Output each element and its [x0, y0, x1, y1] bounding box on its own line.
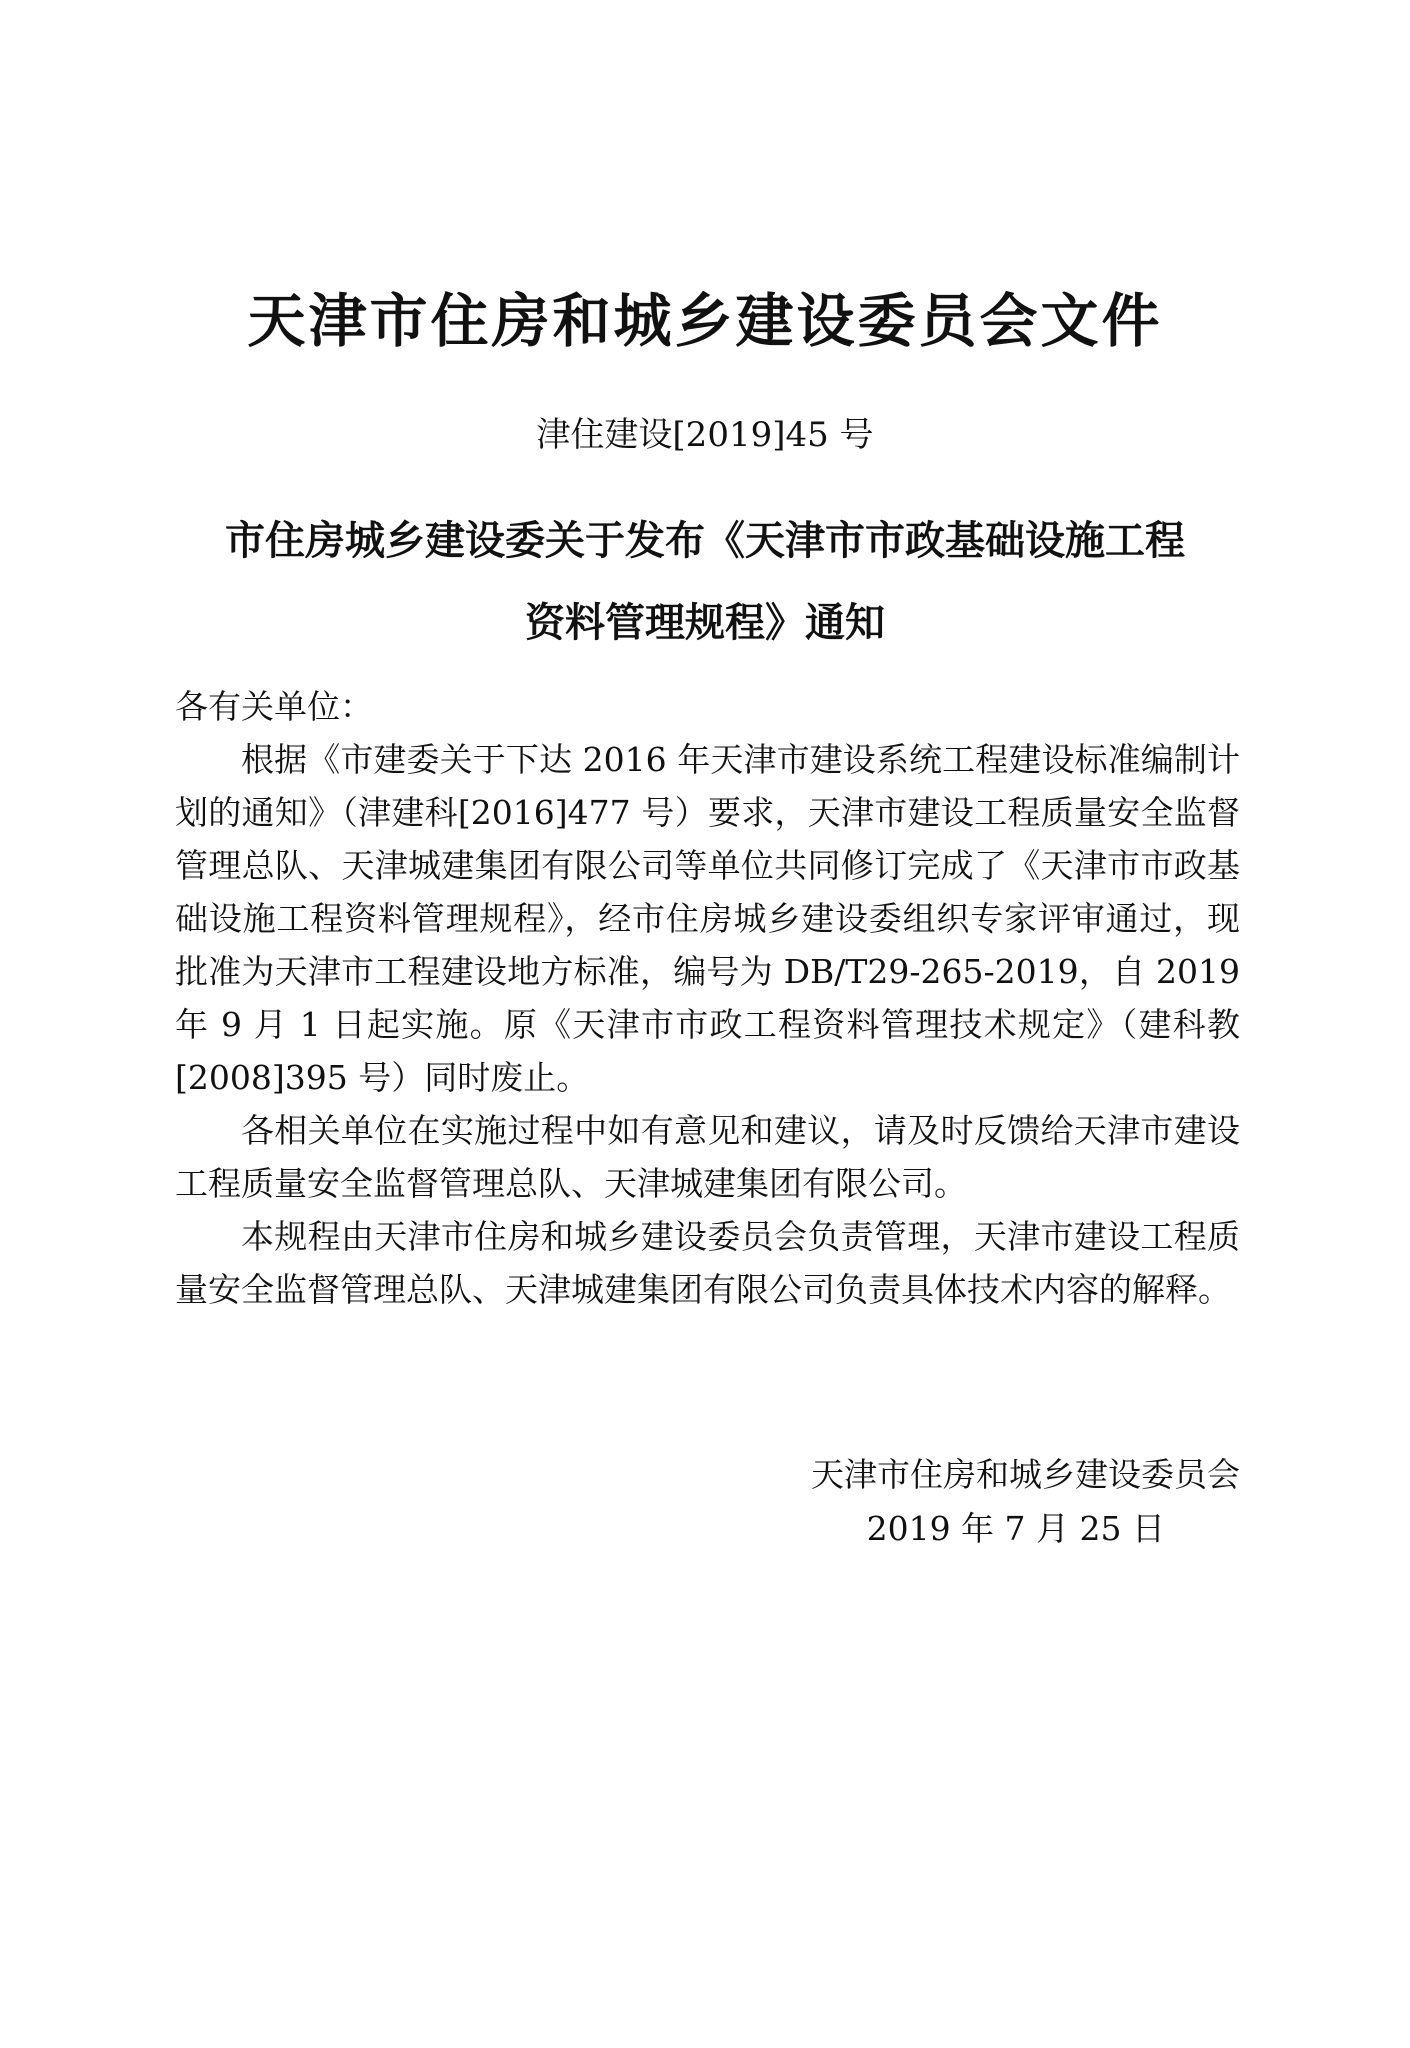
body-paragraph-2: 各相关单位在实施过程中如有意见和建议，请及时反馈给天津市建设工程质量安全监督管理总队、天津城建集团有限公司。: [175, 1111, 1240, 1203]
salutation: 各有关单位：: [175, 687, 373, 726]
document-title: [160, 500, 1250, 664]
body-paragraph-1: 根据《市建委关于下达 2016 年天津市建设系统工程建设标准编制计划的通知》（津建科[2016]477 号）要求，天津市建设工程质量安全监督管理总队、天津城建集团有限公司等单位共同修订完成了《天津市市政基础设施工程资料管理规程》，经市住房城乡建设委组织专家评审通过，现批准为天津市工程建设地方标准，编号为 DB/T29-265-2019，自 2019 年 9 月 1 日起实施。原《天津市市政工程资料管理技术规定》（建科教[2008]395 号）同时废止。: [175, 740, 1240, 1097]
signature-date: 2019 年 7 月 25 日: [866, 1509, 1165, 1548]
signature-block: [700, 1448, 1240, 1556]
document-body: [175, 680, 1240, 1316]
signature-organization: 天津市住房和城乡建设委员会: [811, 1455, 1240, 1494]
document-title-line-2: 资料管理规程》通知: [525, 600, 885, 646]
document-number: 津住建设[2019]45 号: [536, 415, 874, 455]
document-title-line-1: 市住房城乡建设委关于发布《天津市市政基础设施工程: [225, 518, 1185, 564]
body-paragraph-3: 本规程由天津市住房和城乡建设委员会负责管理，天津市建设工程质量安全监督管理总队、天津城建集团有限公司负责具体技术内容的解释。: [175, 1217, 1240, 1309]
document-header: 天津市住房和城乡建设委员会文件: [247, 287, 1163, 355]
